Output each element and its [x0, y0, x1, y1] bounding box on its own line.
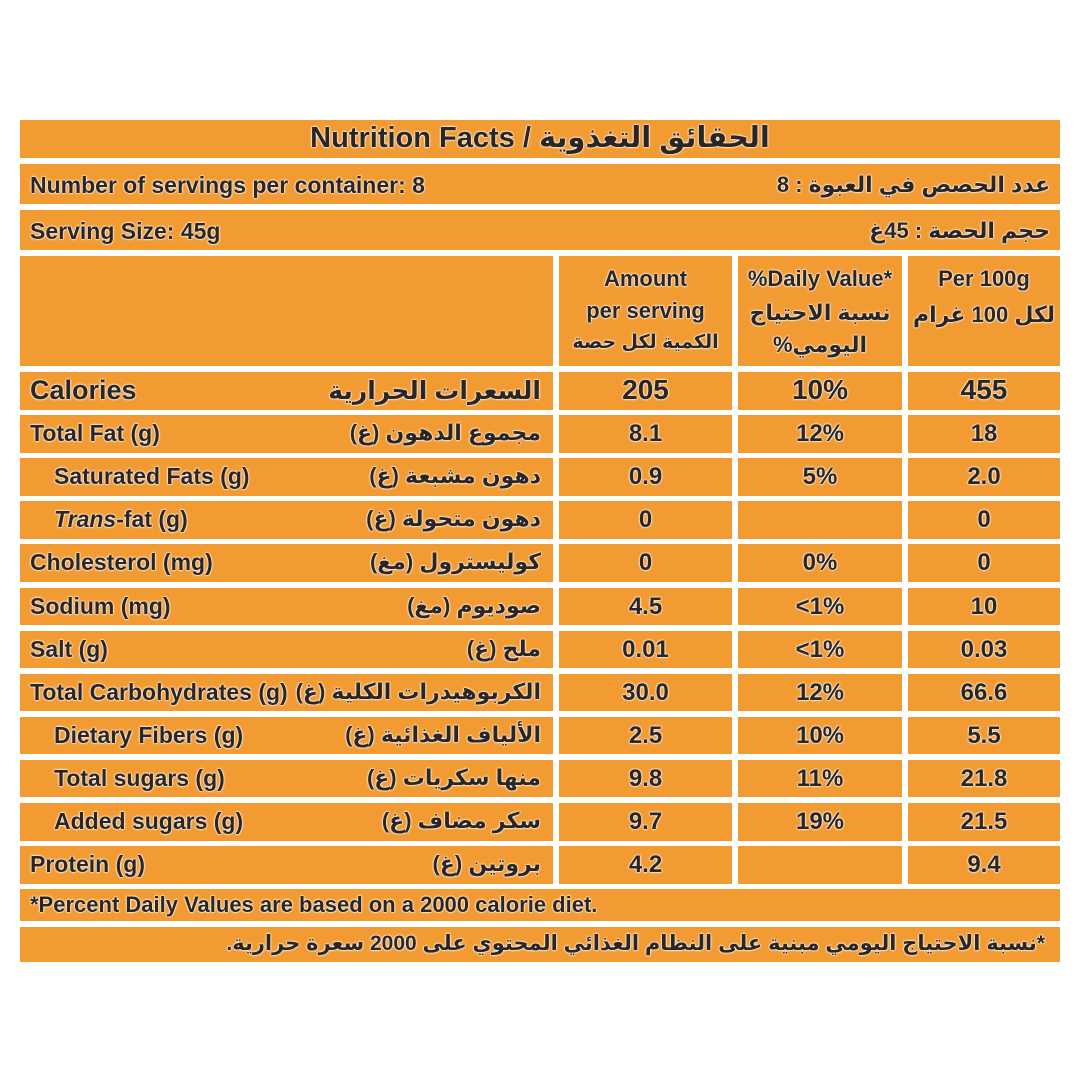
nutrient-name-ar: السعرات الحرارية: [328, 377, 541, 405]
nutrient-amount-value: 2.5: [628, 721, 663, 749]
nutrient-name-en: [54, 810, 243, 833]
servings-ar: عدد الحصص في العبوة : 8: [776, 172, 1050, 197]
nutrient-dv-value: 11%: [796, 764, 844, 792]
nutrient-name-ar: دهون متحولة (غ): [366, 506, 541, 532]
nutrient-dv-value: <1%: [795, 592, 845, 620]
serving-size-en: Serving Size: 45g: [30, 218, 221, 244]
header-amount-line1: Amount: [603, 266, 688, 291]
nutrient-name-text: Salt (g): [30, 635, 108, 662]
nutrient-name-text: -fat (g): [116, 506, 188, 533]
nutrient-dv-value: 12%: [795, 420, 845, 448]
nutrient-amount-value: 30.0: [622, 678, 669, 706]
header-amount-line2: per serving: [586, 298, 705, 323]
nutrient-dv-value: 12%: [795, 678, 845, 706]
nutrient-amount-value: 4.5: [628, 592, 663, 620]
header-dv-line3: %اليومي: [772, 332, 868, 357]
nutrient-per100-value: 2.0: [967, 463, 1001, 491]
nutrient-per100-value: 0: [977, 549, 991, 577]
nutrient-name-ar: سكر مضاف (غ): [381, 808, 541, 833]
serving-size-ar: حجم الحصة : 45غ: [869, 218, 1050, 243]
nutrient-name-en: [30, 635, 108, 662]
nutrient-name-en: [54, 508, 188, 531]
nutrient-name-text: Total Carbohydrates (g): [30, 678, 288, 705]
nutrient-name-text: Total sugars (g): [54, 764, 225, 791]
nutrition-facts-panel: [17, 117, 1063, 965]
nutrient-per100-value: 0: [977, 506, 991, 534]
nutrient-per100-value: 5.5: [967, 721, 1001, 749]
footnote-en: *Percent Daily Values are based on a 2000 calorie diet.: [30, 892, 598, 917]
nutrient-name-ar: ملح (غ): [466, 635, 541, 661]
nutrient-per100-value: 21.8: [960, 764, 1008, 792]
nutrient-name-ar: كوليسترول (مغ): [369, 549, 541, 575]
nutrient-dv-value: <1%: [795, 635, 845, 663]
nutrient-per100-value: 455: [960, 374, 1008, 405]
nutrient-name-ar: صوديوم (مغ): [407, 592, 541, 618]
nutrient-dv-value: 0%: [802, 549, 838, 577]
nutrient-name-italic: Trans: [54, 506, 117, 533]
nutrient-name-en: [54, 721, 244, 748]
nutrient-name-text: Sodium (mg): [30, 592, 171, 619]
nutrient-name-text: Total Fat (g): [30, 420, 160, 447]
nutrient-name-text: Saturated Fats (g): [54, 463, 250, 490]
header-dv-line1: %Daily Value*: [747, 266, 893, 291]
nutrient-name-ar: الكربوهيدرات الكلية (غ): [295, 678, 541, 704]
nutrient-amount-value: 9.7: [628, 808, 663, 835]
header-dv-line2: نسبة الاحتياج: [749, 300, 891, 325]
nutrient-name-ar: مجموع الدهون (غ): [349, 420, 541, 446]
nutrient-dv-value: 5%: [802, 463, 838, 491]
nutrient-amount-value: 0: [638, 506, 653, 534]
nutrient-amount-value: 0: [638, 549, 653, 577]
nutrient-dv-value: 10%: [791, 374, 849, 405]
nutrient-name-en: [30, 377, 137, 404]
table-cell-dv: [735, 843, 905, 887]
nutrient-amount-value: 8.1: [628, 420, 663, 448]
nutrient-dv-value: 10%: [795, 721, 845, 749]
nutrient-per100-value: 21.5: [960, 808, 1008, 835]
table-cell-dv: [735, 498, 905, 542]
servings-en: Number of servings per container: 8: [30, 172, 425, 198]
nutrient-amount-value: 0.9: [628, 463, 663, 491]
nutrient-per100-value: 66.6: [960, 678, 1008, 706]
nutrient-name-ar: منها سكريات (غ): [366, 764, 541, 790]
nutrient-name-ar: دهون مشبعة (غ): [369, 463, 541, 489]
nutrient-per100-value: 9.4: [967, 851, 1001, 879]
nutrient-name-en: [30, 592, 171, 619]
nutrient-name-text: Calories: [30, 375, 137, 405]
nutrient-name-en: [30, 678, 288, 705]
nutrient-amount-value: 205: [622, 374, 669, 405]
header-per100-line2: لكل 100 غرام: [912, 302, 1056, 327]
nutrient-per100-value: 0.03: [960, 635, 1008, 663]
header-per100-line1: Per 100g: [938, 266, 1030, 291]
header-amount-line3: الكمية لكل حصة: [572, 332, 719, 353]
nutrient-name-ar: الألياف الغذائية (غ): [345, 721, 541, 747]
nutrient-name-en: [54, 764, 225, 791]
nutrient-amount-value: 0.01: [622, 635, 669, 663]
footnote-ar: *نسبة الاحتياج اليومي مبنية على النظام الغذائي المحتوي على 2000 سعرة حرارية.: [226, 932, 1045, 955]
nutrient-name-text: Protein (g): [30, 851, 145, 878]
nutrient-amount-value: 4.2: [628, 851, 663, 879]
nutrient-name-text: Added sugars (g): [54, 808, 244, 834]
nutrient-per100-value: 18: [970, 420, 998, 448]
nutrient-name-en: [30, 422, 160, 445]
nutrient-name-ar: بروتين (غ): [432, 851, 541, 877]
nutrient-name-en: [30, 551, 213, 574]
nutrient-dv-value: 19%: [795, 808, 845, 835]
nutrient-per100-value: 10: [970, 592, 998, 620]
nutrient-name-en: [54, 465, 250, 488]
nutrient-name-text: Cholesterol (mg): [30, 549, 213, 576]
nutrient-name-text: Dietary Fibers (g): [54, 721, 244, 748]
nutrient-amount-value: 9.8: [628, 764, 663, 792]
nutrient-name-en: [30, 853, 145, 876]
panel-title: Nutrition Facts / الحقائق التغذوية: [310, 122, 770, 154]
header-blank-cell: [17, 253, 556, 369]
